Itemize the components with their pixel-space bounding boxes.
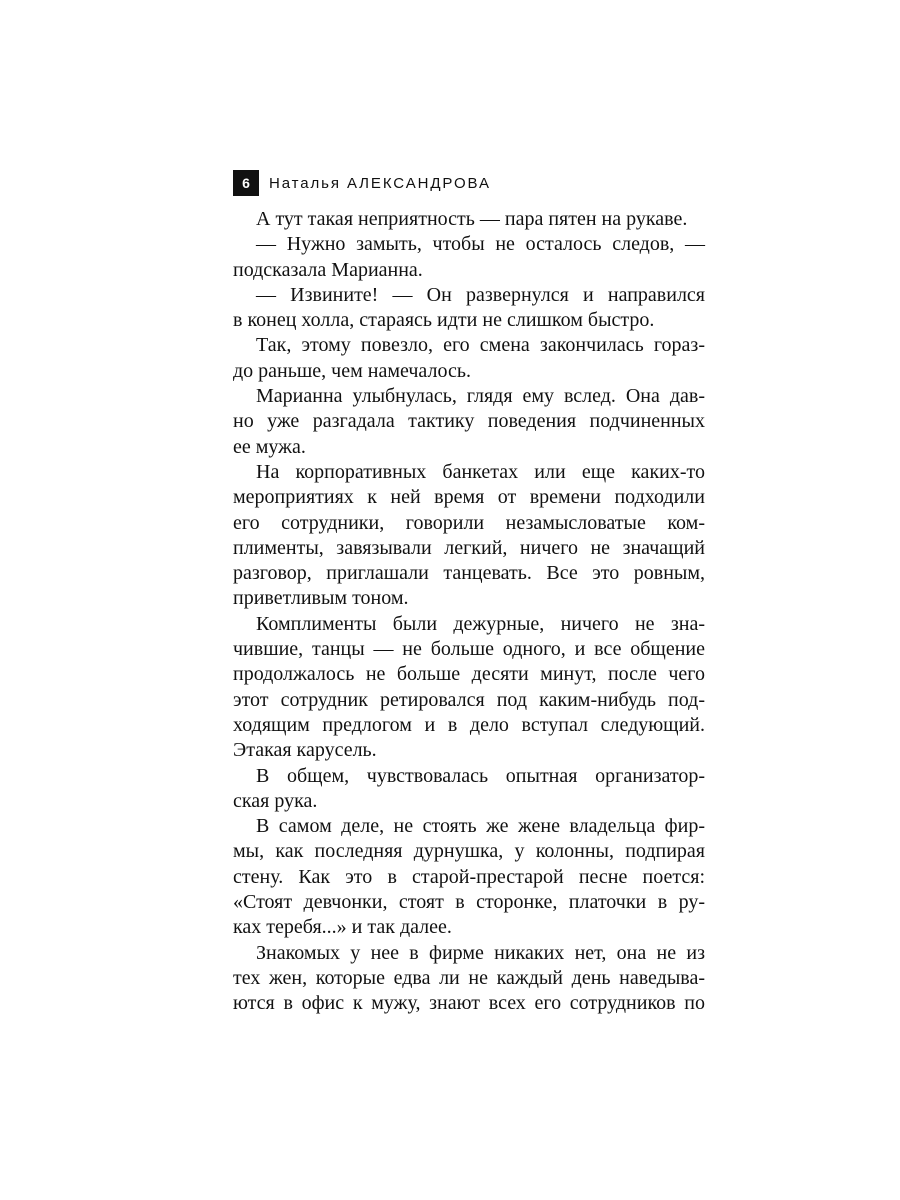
paragraph — [233, 283, 705, 334]
paragraph — [233, 207, 705, 232]
text-line: его сотрудники, говорили незамысловатые ком- — [233, 511, 705, 534]
text-line: мы, как последняя дурнушка, у колонны, подпирая — [233, 840, 705, 863]
text-line: В общем, чувствовалась опытная организатор- — [256, 764, 705, 787]
text-line: На корпоративных банкетах или еще каких-то — [256, 460, 705, 483]
text-line: чившие, танцы — не больше одного, и все общение — [233, 638, 705, 661]
paragraph — [233, 612, 705, 764]
text-line: А тут такая неприятность — пара пятен на рукаве. — [256, 208, 688, 230]
text-line: ются в офис к мужу, знают всех его сотрудников по — [233, 992, 705, 1015]
text-line: разговор, приглашали танцевать. Все это ровным, — [233, 562, 705, 585]
text-line: Знакомых у нее в фирме никаких нет, она не из — [256, 941, 705, 964]
paragraph — [233, 333, 705, 384]
body-text — [233, 207, 705, 1017]
text-line: Этакая карусель. — [233, 739, 377, 762]
text-line: Комплименты были дежурные, ничего не зна- — [256, 612, 705, 635]
text-line: до раньше, чем намечалось. — [233, 359, 471, 382]
paragraph — [233, 384, 705, 460]
text-line: стену. Как это в старой-престарой песне поется: — [233, 865, 705, 888]
author-name: Наталья АЛЕКСАНДРОВА — [269, 174, 491, 192]
paragraph — [233, 814, 705, 940]
text-line: Марианна улыбнулась, глядя ему вслед. Она дав- — [256, 385, 705, 408]
text-line: — Извините! — Он развернулся и направился — [256, 283, 705, 306]
running-header — [233, 170, 491, 196]
text-line: подсказала Марианна. — [233, 258, 423, 281]
text-line: плименты, завязывали легкий, ничего не значащий — [233, 536, 705, 559]
text-line: ках теребя...» и так далее. — [233, 916, 452, 939]
text-line: но уже разгадала тактику поведения подчиненных — [233, 410, 705, 433]
text-line: мероприятиях к ней время от времени подходили — [233, 486, 705, 509]
text-line: этот сотрудник ретировался под каким-нибудь под- — [233, 688, 705, 711]
text-line: «Стоят девчонки, стоят в сторонке, платочки в ру- — [233, 891, 705, 914]
text-line: продолжалось не больше десяти минут, после чего — [233, 663, 705, 686]
text-line: В самом деле, не стоять же жене владельца фир- — [256, 815, 705, 838]
paragraph — [233, 460, 705, 612]
text-line: приветливым тоном. — [233, 587, 409, 610]
paragraph — [233, 941, 705, 1017]
page-number: 6 — [233, 170, 259, 196]
text-line: ская рука. — [233, 789, 318, 812]
text-line: тех жен, которые едва ли не каждый день наведыва- — [233, 966, 705, 989]
paragraph — [233, 764, 705, 815]
text-line: Так, этому повезло, его смена закончилась гораз- — [256, 334, 705, 357]
text-line: — Нужно замыть, чтобы не осталось следов, — — [256, 233, 705, 256]
paragraph — [233, 232, 705, 283]
text-line: ходящим предлогом и в дело вступал следующий. — [233, 713, 705, 736]
text-line: в конец холла, стараясь идти не слишком быстро. — [233, 309, 655, 332]
text-line: ее мужа. — [233, 435, 306, 458]
